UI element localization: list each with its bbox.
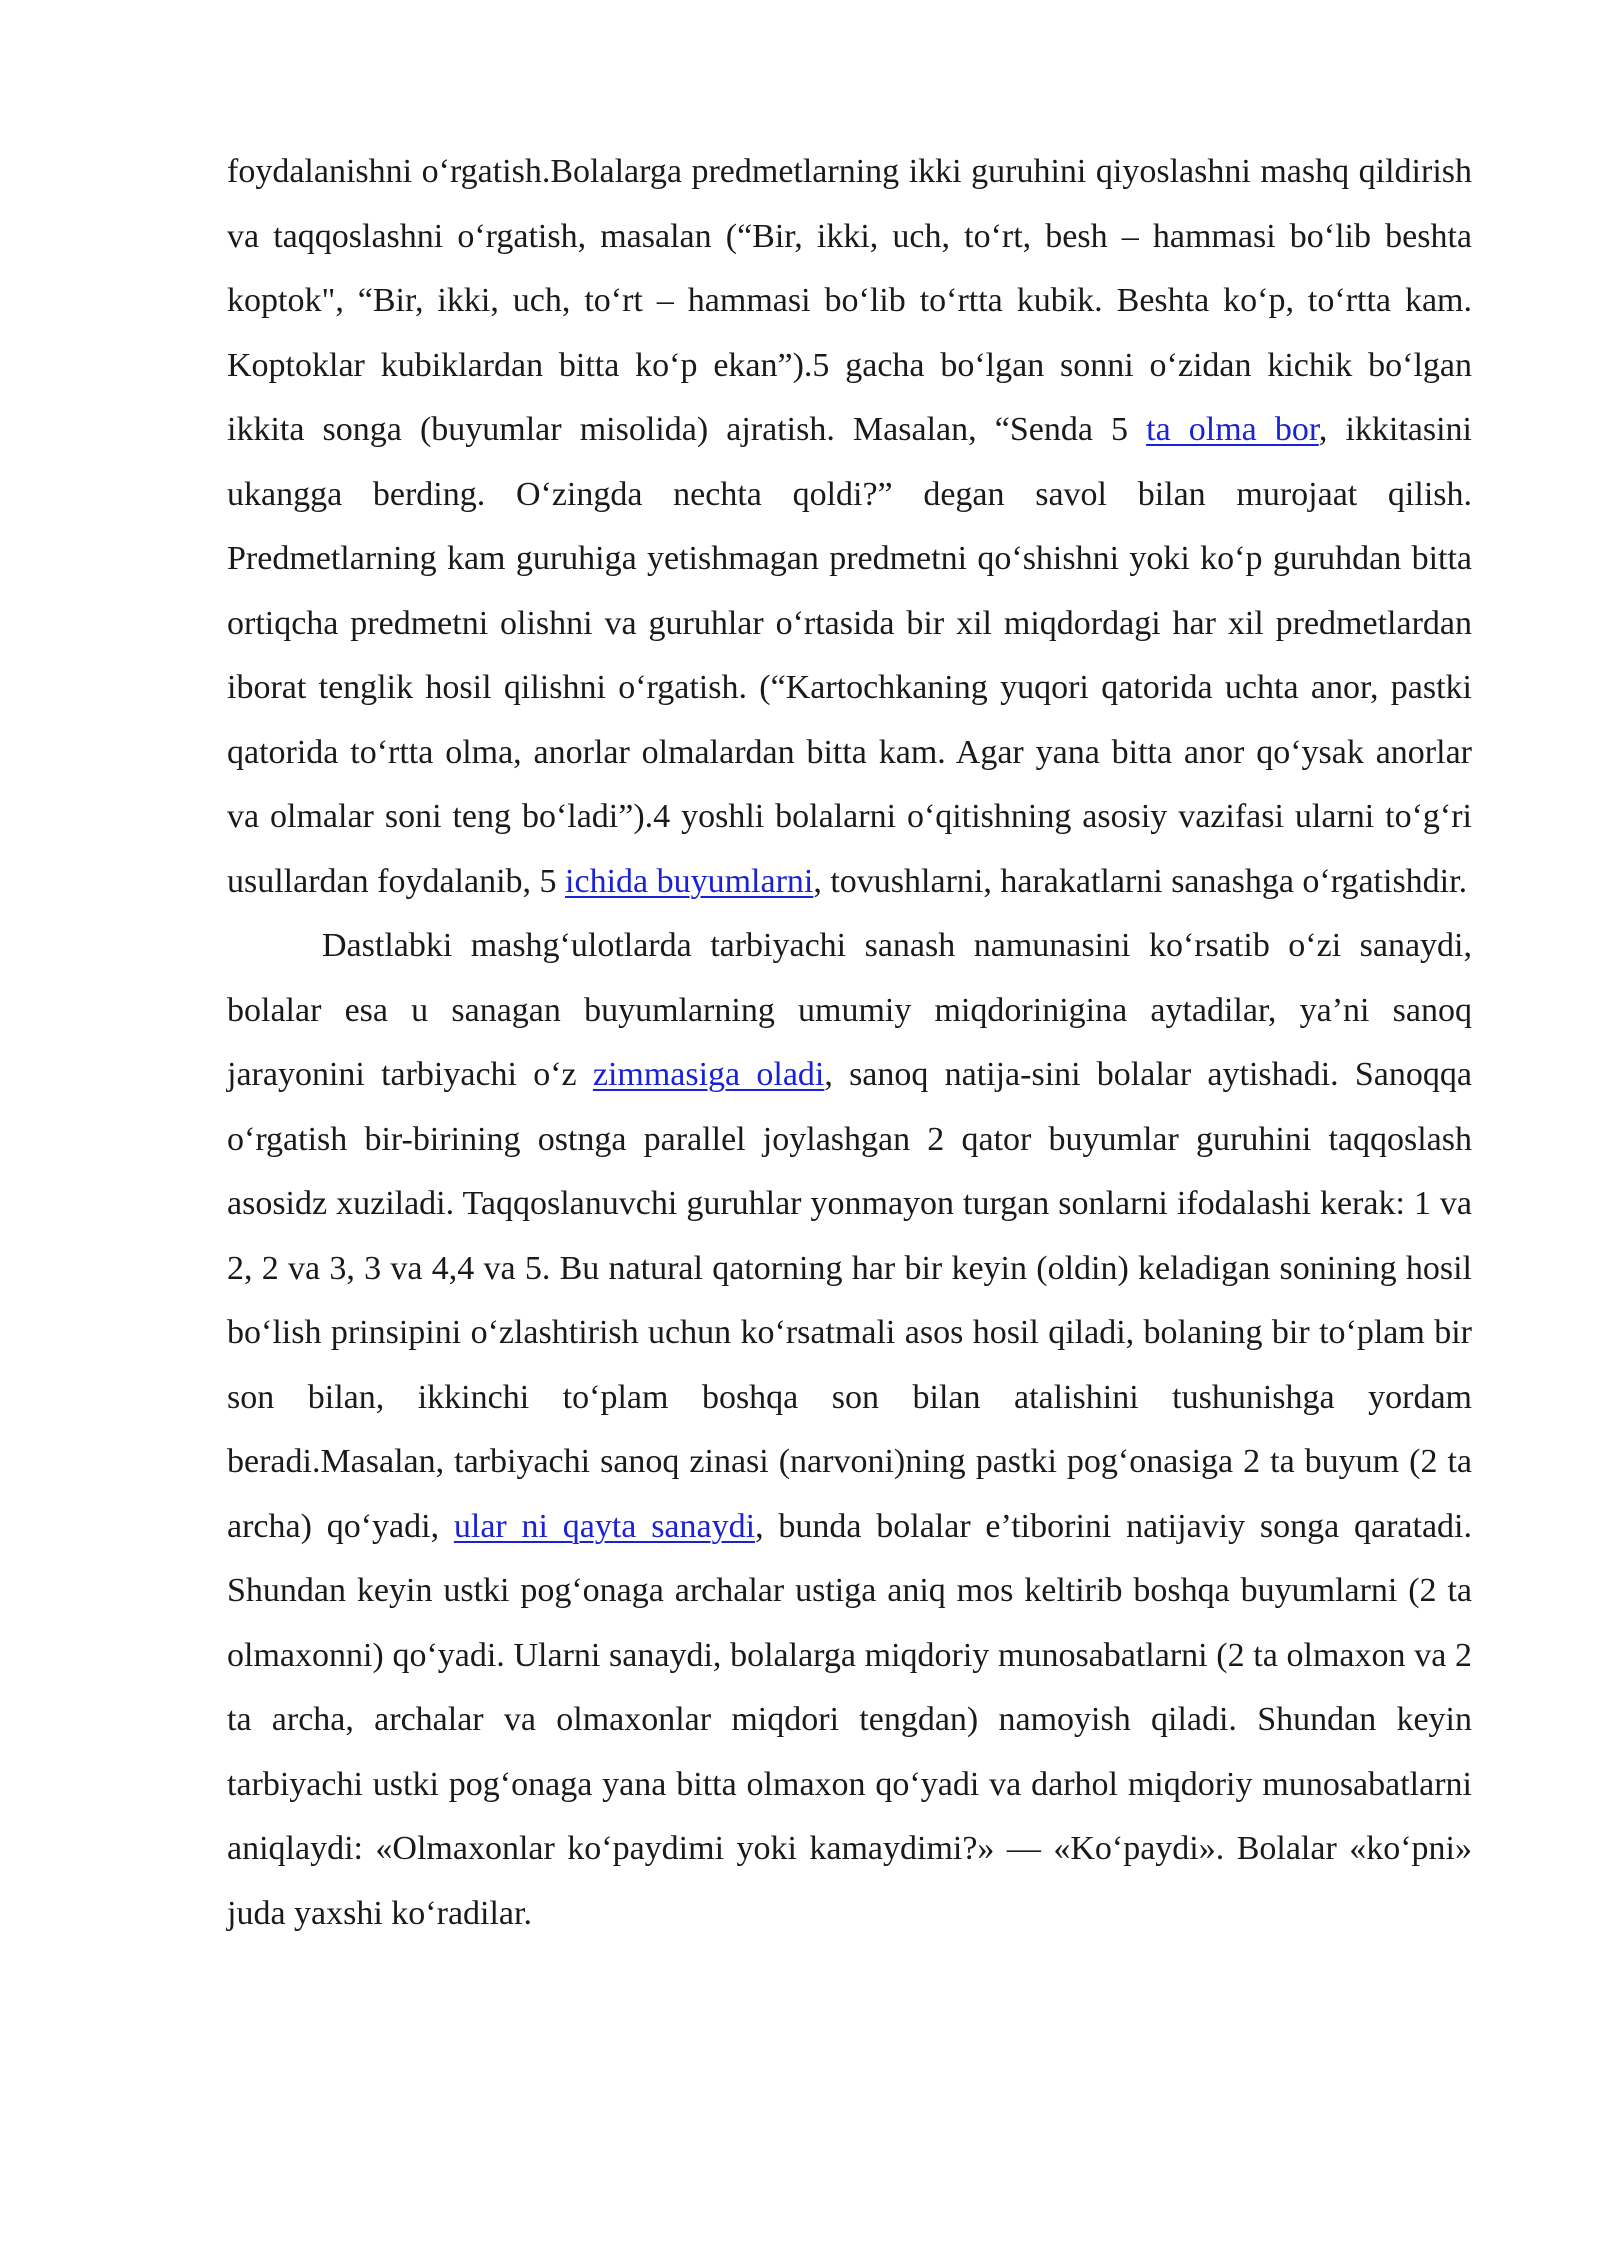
hyperlink-ta-olma-bor[interactable]: ta olma bor [1146, 411, 1319, 448]
paragraph-text: , bunda bolalar e’tiborini natijaviy songa qaratadi. Shundan keyin ustki pog‘onaga archalar ustiga aniq mos keltirib boshqa buyumlarni (2 ta olmaxonni) qo‘yadi. Ularni sanaydi, bolalarga miqdoriy munosabatlarni (2 ta olmaxon va 2 ta archa, archalar va olmaxonlar miqdori tengdan) namoyish qiladi. Shundan keyin tarbiyachi ustki pog‘onaga yana bitta olmaxon qo‘yadi va darhol miqdoriy munosabatlarni aniqlaydi: «Olmaxonlar ko‘paydimi yoki kamaydimi?» — «Ko‘paydi». Bolalar «ko‘pni» juda yaxshi ko‘radilar. [227, 1507, 1473, 1932]
hyperlink-ular-ni-qayta-sanaydi[interactable]: ular ni qayta sanaydi [453, 1507, 756, 1545]
document-page [227, 140, 1472, 1946]
paragraph-text: , ikkitasini ukangga berding. O‘zingda nechta qoldi?” degan savol bilan murojaat qilish. Predmetlarning kam guruhiga yetishmagan predmetni qo‘shishni yoki ko‘p guruhdan bitta ortiqcha predmetni olishni va guruhlar o‘rtasida bir xil miqdordagi har xil predmetlardan iborat tenglik hosil qilishni o‘rgatish. (“Kartochkaning yuqori qatorida uchta anor, pastki qatorida to‘rtta olma, anorlar olmalardan bitta kam. Agar yana bitta anor qo‘ysak anorlar va olmalar soni teng bo‘ladi”).4 yoshli bolalarni o‘qitishning asosiy vazifasi ularni to‘g‘ri usullardan foydalanib, 5 [227, 411, 1472, 900]
paragraph-text: foydalanishni o‘rgatish.Bolalarga predmetlarning ikki guruhini qiyoslashni mashq qildirish va taqqoslashni o‘rgatish, masalan (“Bir, ikki, uch, to‘rt, besh – hammasi bo‘lib beshta koptok", “Bir, ikki, uch, to‘rt – hammasi bo‘lib to‘rtta kubik. Beshta ko‘p, to‘rtta kam. Koptoklar kubiklardan bitta ko‘p ekan”).5 gacha bo‘lgan sonni o‘zidan kichik bo‘lgan ikkita songa (buyumlar misolida) ajratish. Masalan, “Senda 5 [227, 153, 1472, 448]
hyperlink-zimmasiga-oladi[interactable]: zimmasiga oladi [592, 1056, 825, 1093]
hyperlink-ichida-buyumlarni[interactable]: ichida buyumlarni [565, 862, 814, 900]
paragraph-text: Dastlabki mashg‘ulotlarda tarbiyachi sanash namunasini ko‘rsatib o‘zi sanaydi, bolalar esa u sanagan buyumlarning umumiy miqdorinigina aytadilar, ya’ni sanoq jarayonini tarbiyachi o‘z [227, 927, 1472, 1093]
paragraph-text: , tovushlarni, harakatlarni sanashga o‘rgatishdir. [813, 862, 1468, 900]
paragraph-2 [227, 914, 1472, 1946]
paragraph-1 [227, 140, 1472, 914]
paragraph-text: , sanoq natija-sini bolalar aytishadi. Sanoqqa o‘rgatish bir-birining ostnga parallel joylashgan 2 qator buyumlar guruhini taqqoslash asosidz xuziladi. Taqqoslanuvchi guruhlar yonmayon turgan sonlarni ifodalashi kerak: 1 va 2, 2 va 3, 3 va 4,4 va 5. Bu natural qatorning har bir keyin (oldin) keladigan sonining hosil bo‘lish prinsipini o‘zlashtirish uchun ko‘rsatmali asos hosil qiladi, bolaning bir to‘plam bir son bilan, ikkinchi to‘plam boshqa son bilan atalishini tushunishga yordam beradi.Masalan, tarbiyachi sanoq zinasi (narvoni)ning pastki pog‘onasiga 2 ta buyum (2 ta archa) qo‘yadi, [227, 1056, 1472, 1545]
